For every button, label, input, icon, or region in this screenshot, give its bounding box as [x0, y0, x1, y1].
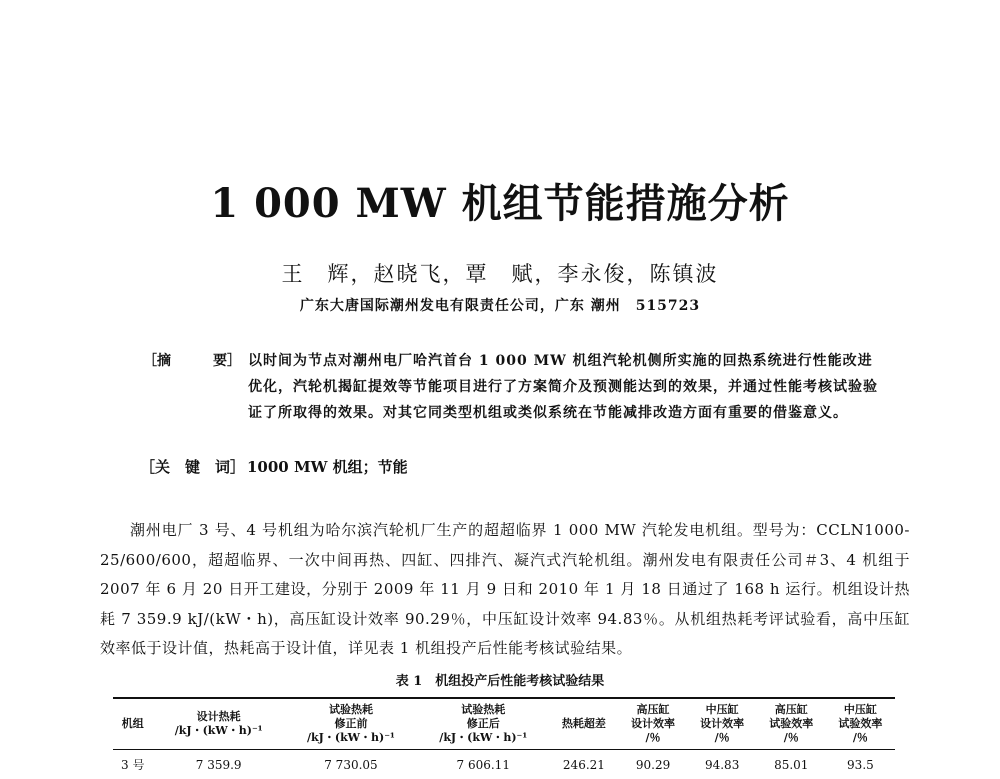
table-cell: 85.01	[757, 750, 826, 779]
table-header-line: 试验效率	[759, 717, 824, 731]
table-body	[113, 750, 895, 779]
table-header-cell	[285, 698, 417, 750]
table-header-cell	[688, 698, 757, 750]
table-header-line: 设计效率	[690, 717, 755, 731]
paper-title: 1 000 MW 机组节能措施分析	[0, 172, 1000, 229]
table-row	[113, 750, 895, 779]
table-header-line: /kJ・(kW・h)⁻¹	[155, 724, 283, 738]
table-header-row	[113, 698, 895, 750]
table-header-line: /kJ・(kW・h)⁻¹	[287, 731, 415, 745]
table-header-cell	[153, 698, 285, 750]
table-header-cell	[113, 698, 153, 750]
table-cell: 7 606.11	[417, 750, 549, 779]
table-cell: 7 359.9	[153, 750, 285, 779]
table-header-line: /％	[690, 731, 755, 745]
author-list: 王 辉，赵晓飞，覃 赋，李永俊，陈镇波	[0, 258, 1000, 288]
table-header-line: 试验热耗	[287, 703, 415, 717]
results-table	[113, 697, 895, 779]
table-header-line: 高压缸	[620, 703, 685, 717]
table-header-cell	[417, 698, 549, 750]
table-cell: 7 730.05	[285, 750, 417, 779]
table-header-line: 中压缸	[828, 703, 893, 717]
table-header-line: 修正前	[287, 717, 415, 731]
table-cell: 93.5	[826, 750, 895, 779]
table-header-cell	[757, 698, 826, 750]
table-header-cell	[618, 698, 687, 750]
table-header-line: 中压缸	[690, 703, 755, 717]
table-header-line: 机组	[115, 717, 151, 731]
table-header-line: 热耗超差	[551, 717, 616, 731]
table-cell: 90.29	[618, 750, 687, 779]
table-cell: 3 号	[113, 750, 153, 779]
abstract-label: ［摘 要］	[143, 348, 248, 374]
keywords-block	[140, 456, 880, 477]
table-caption: 表 1 机组投产后性能考核试验结果	[0, 670, 1000, 689]
body-paragraph: 潮州电厂 3 号、4 号机组为哈尔滨汽轮机厂生产的超超临界 1 000 MW 汽轮发电机组。型号为：CCLN1000-25/600/600，超超临界、一次中间再热、四缸、四排汽、凝汽式汽轮机组。潮州发电有限责任公司＃3、4 机组于 2007 年 6 月 20 日开工建设，分别于 2009 年 11 月 9 日和 2010 年 1 月 18 日通过了 168 h 运行。机组设计热耗 7 359.9 kJ/(kW・h)，高压缸设计效率 90.29％，中压缸设计效率 94.83％。从机组热耗考评试验看，高中压缸效率低于设计值，热耗高于设计值，详见表 1 机组投产后性能考核试验结果。	[100, 516, 910, 664]
table-cell: 246.21	[549, 750, 618, 779]
table-header-line: 修正后	[419, 717, 547, 731]
table-cell: 94.83	[688, 750, 757, 779]
table-header-line: 试验热耗	[419, 703, 547, 717]
table-header-line: 设计热耗	[155, 710, 283, 724]
affiliation: 广东大唐国际潮州发电有限责任公司，广东 潮州 515723	[0, 295, 1000, 315]
keywords-label: ［关 键 词］	[140, 456, 247, 477]
keywords-text: 1000 MW 机组；节能	[247, 458, 408, 476]
table-header-line: 设计效率	[620, 717, 685, 731]
table-header-line: /％	[828, 731, 893, 745]
table-header-line: 试验效率	[828, 717, 893, 731]
abstract-text: 以时间为节点对潮州电厂哈汽首台 1 000 MW 机组汽轮机侧所实施的回热系统进行性能改进优化，汽轮机揭缸提效等节能项目进行了方案简介及预测能达到的效果，并通过性能考核试验验证了所取得的效果。对其它同类型机组或类似系统在节能减排改造方面有重要的借鉴意义。	[248, 348, 883, 426]
abstract-block	[143, 348, 883, 426]
table-header-cell	[549, 698, 618, 750]
table-header-line: /％	[759, 731, 824, 745]
table-header-line: 高压缸	[759, 703, 824, 717]
table-header-line: /％	[620, 731, 685, 745]
table-header-cell	[826, 698, 895, 750]
table-header-line: /kJ・(kW・h)⁻¹	[419, 731, 547, 745]
